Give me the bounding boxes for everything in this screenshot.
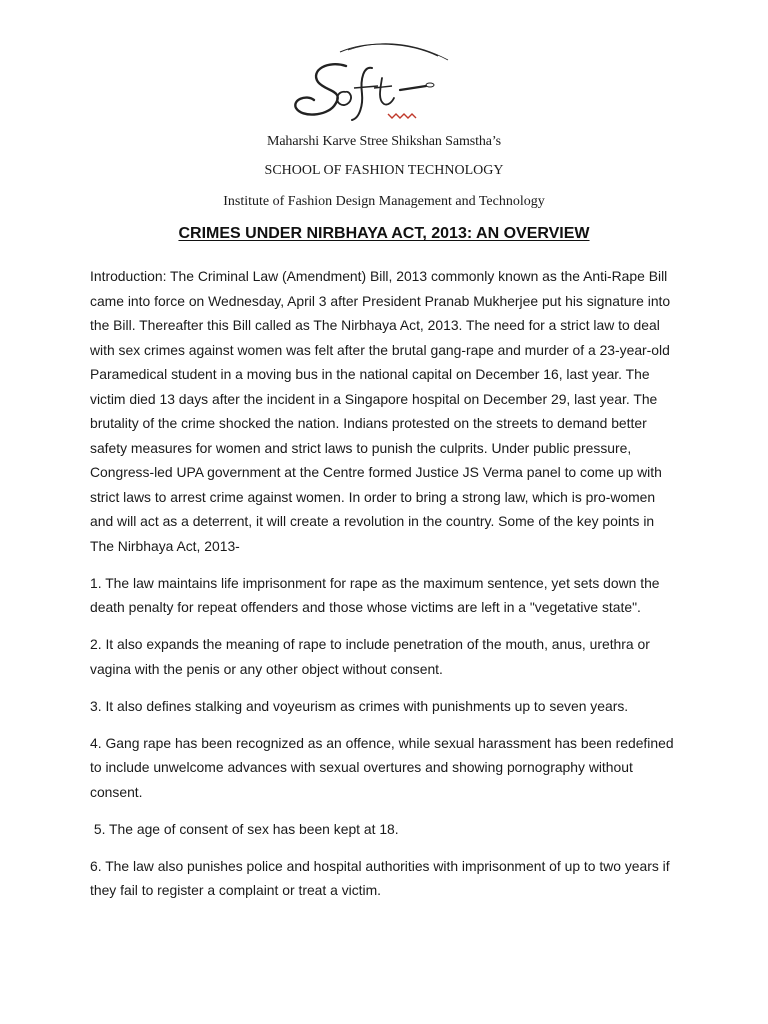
institute-subtitle: Institute of Fashion Design Management and Technology — [223, 194, 545, 209]
point-3-paragraph: 3. It also defines stalking and voyeurism as crimes with punishments up to seven years. — [90, 697, 629, 714]
document-title: CRIMES UNDER NIRBHAYA ACT, 2013: AN OVERVIEW — [178, 225, 590, 242]
point-6-paragraph: 6. The law also punishes police and hospital authorities with imprisonment of up to two years if they fail to register a complaint or treat a victim. — [90, 857, 670, 898]
soft-logo-icon — [288, 38, 458, 128]
school-name: SCHOOL OF FASHION TECHNOLOGY — [264, 163, 504, 178]
point-1-paragraph: 1. The law maintains life imprisonment for rape as the maximum sentence, yet sets down the death penalty for repeat offenders and those whose victims are left in a "vegetative state". — [90, 574, 660, 615]
intro-paragraph: Introduction: The Criminal Law (Amendment) Bill, 2013 commonly known as the Anti-Rape Bill came into force on Wednesday, April 3 after President Pranab Mukherjee put his signature into the Bill. Thereafter this Bill called as The Nirbhaya Act, 2013. The need for a strict law to deal with sex crimes against women was felt after the brutal gang-rape and murder of a 23-year-old Paramedical student in a moving bus in the national capital on December 16, last year. The victim died 13 days after the incident in a Singapore hospital on December 29, last year. The brutality of the crime shocked the nation. Indians protested on the streets to demand better safety measures for women and strict laws to punish the culprits. Under public pressure, Congress-led UPA government at the Centre formed Justice JS Verma panel to come up with strict laws to arrest crime against women. In order to bring a strong law, which is pro-women and will act as a deterrent, it will create a revolution in the country. Some of the key points in The Nirbhaya Act, 2013- — [90, 268, 671, 554]
point-2-paragraph: 2. It also expands the meaning of rape to include penetration of the mouth, anus, urethra or vagina with the penis or any other object without consent. — [90, 636, 650, 677]
institution-parent-name: Maharshi Karve Stree Shikshan Samstha’s — [266, 134, 502, 149]
point-5-paragraph: 5. The age of consent of sex has been kept at 18. — [90, 820, 399, 837]
document-body — [90, 264, 680, 915]
point-4-paragraph: 4. Gang rape has been recognized as an offence, while sexual harassment has been redefined to include unwelcome advances with sexual overtures and showing pornography without consent. — [90, 734, 674, 800]
